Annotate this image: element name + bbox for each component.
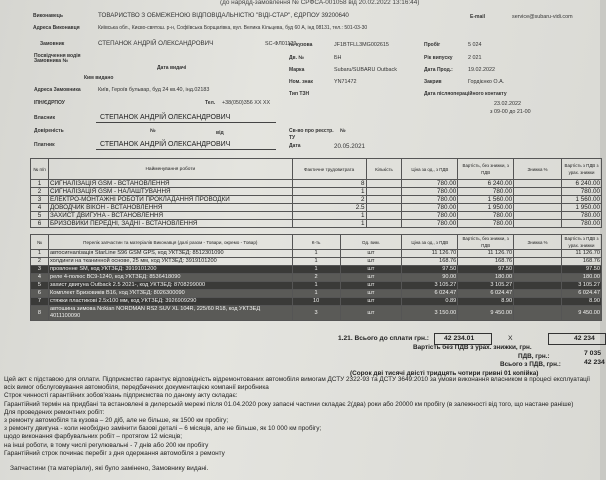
parts-cell-unit: шт	[340, 274, 402, 282]
parts-cell-qty: 10	[292, 298, 340, 306]
parts-col-total: Вартість з ПДВ з урах. знижки	[561, 235, 601, 250]
works-cell-unit	[366, 212, 402, 220]
works-col-unit: Кількість	[366, 159, 402, 180]
warranty-line: з ремонту двигуна - коли необхідно замінити базові деталі – 6 місяців, але не більше, як 10 000 км пробігу;	[4, 425, 322, 433]
email-label: E-mail	[470, 14, 486, 20]
parts-cell-price: 97.50	[402, 266, 458, 274]
works-cell-sum: 1 560.00	[458, 196, 514, 204]
license-label: Посвідчення водія Замовника №	[34, 53, 81, 64]
executor-label: Виконавець	[33, 13, 63, 19]
closed-by-label: Закрив	[424, 79, 442, 85]
parts-cell-total: 168.76	[561, 258, 601, 266]
works-cell-total: 780.00	[562, 212, 602, 220]
parts-row	[31, 282, 602, 290]
vin-label: № кузова	[289, 42, 313, 48]
reg-cert-label: Св-во про реєстр.	[289, 128, 334, 134]
grand-total-value: 42 234	[574, 335, 595, 342]
customer-address: Київ, Героїв бульвар, буд 24 кв.40, інд.02183	[98, 87, 210, 93]
parts-row	[31, 266, 602, 274]
works-row	[31, 180, 602, 188]
parts-cell-no: 3	[31, 266, 49, 274]
vat-value: 7 035	[584, 350, 602, 357]
works-cell-total: 780.00	[562, 220, 602, 228]
works-cell-qty: 2	[292, 196, 366, 204]
parts-cell-price: 90.00	[402, 274, 458, 282]
works-cell-discount	[514, 196, 562, 204]
works-cell-unit	[366, 180, 402, 188]
vehicle-type-label: Тип ТЗН	[289, 91, 310, 97]
sale-date-label: Дата Прод.:	[424, 67, 453, 73]
works-cell-price: 780.00	[402, 204, 458, 212]
executor-address-label: Адреса Виконавця	[33, 25, 80, 31]
works-cell-total: 1 950.00	[562, 204, 602, 212]
year-label: Рік випуску	[424, 55, 453, 61]
license-date-label: Дата видачі	[157, 65, 187, 71]
sale-date-value: 19.02.2022	[468, 67, 495, 73]
works-col-hours: Фактичне трудовитрата	[292, 159, 366, 180]
parts-cell-sum: 3 105.27	[458, 282, 514, 290]
works-cell-name: СИГНАЛІЗАЦІЯ GSM - ВСТАНОВЛЕННЯ	[48, 180, 292, 188]
parts-cell-price: 11 126.70	[402, 250, 458, 258]
parts-cell-unit: шт	[340, 290, 402, 298]
works-cell-qty: 1	[292, 188, 366, 196]
executor-address: Київська обл., Києво-святош. р-н, Софіївська Борщагівка, вул. Велика Кільцева, буд 60 А, інд 08131, тел.: 501-03-30	[98, 25, 368, 31]
customer-address-label: Адреса Замовника	[34, 87, 81, 93]
warranty-text	[4, 376, 602, 458]
parts-cell-no: 2	[31, 258, 49, 266]
parts-col-price: Ціна за од., з ПДВ	[402, 235, 458, 250]
reg-cert-no: №	[340, 128, 346, 134]
top-banner: (до нарядд-замовлення № СРФСА-001058 від 20.02.2022 13:16:44)	[220, 0, 420, 6]
parts-col-discount: Знижка %	[514, 235, 562, 250]
works-cell-total: 1 560.00	[562, 196, 602, 204]
attorney-no: №	[150, 128, 156, 134]
warranty-line: щодо виконання фарбувальних робіт – протягом 12 місяців;	[4, 433, 183, 441]
attorney-label: Довіреність	[34, 128, 64, 134]
works-cell-unit	[366, 204, 402, 212]
owner-label: Власник	[34, 115, 55, 121]
works-cell-discount	[514, 212, 562, 220]
executor-name: ТОВАРИСТВО З ОБМЕЖЕНОЮ ВІДПОВІДАЛЬНІСТЮ "ВІДІ-СТАР", ЄДРПОУ 39200640	[98, 12, 349, 19]
issue-date-label: Дата	[289, 143, 301, 149]
parts-cell-qty: 2	[292, 274, 340, 282]
parts-col-name: Перелік запчастин та матеріалів Виконавця (далі разом - Товари, окремо - Товар)	[48, 235, 292, 250]
issue-date-value: 20.05.2021	[334, 143, 365, 150]
parts-cell-name: захист двигуна Outback 2.5 2021-, код УКТЗЕД: 8708299000	[48, 282, 292, 290]
works-cell-no: 2	[31, 188, 49, 196]
attorney-from: від	[216, 130, 224, 136]
sum-vat-label: Всього з ПДВ, грн.:	[500, 361, 561, 368]
warranty-line: Гарантійний термін на придбані та встановлені в дилерській мережі після 01.04.2020 року запасні частини складає 2(два) роки або 20000 км пробігу (в залежності від того, що настане раніше)	[4, 400, 574, 408]
parts-cell-name: автошина зимова Nokian NORDMAN RS2 SUV XL 104R, 225/60 R18, код УКТЗЕД 4011100090	[48, 306, 292, 321]
parts-col-no: №	[31, 235, 49, 250]
mileage-label: Пробіг	[424, 42, 441, 48]
payer-name: СТЕПАНОК АНДРІЙ ОЛЕКСАНДРОВИЧ	[100, 141, 231, 148]
warranty-line: Строк чинності гарантійних зобов'язань підприємства по даному акту складає:	[4, 392, 238, 400]
works-cell-name: СИГНАЛІЗАЦІЯ GSM - НАЛАШТУВАННЯ	[48, 188, 292, 196]
parts-cell-unit: шт	[340, 266, 402, 274]
vat-free-label: Вартість без ПДВ з урах. знижки, грн.	[413, 344, 532, 351]
parts-cell-discount	[514, 266, 562, 274]
x-mark: X	[508, 335, 513, 342]
parts-row	[31, 250, 602, 258]
parts-cell-total: 3 105.27	[561, 282, 601, 290]
parts-cell-unit: шт	[340, 250, 402, 258]
works-cell-name: ЗАХИСТ ДВИГУНА - ВСТАНОВЛЕННЯ	[48, 212, 292, 220]
parts-cell-sum: 180.00	[458, 274, 514, 282]
warranty-line: Гарантійний строк починає перебіг з дня одержання автомобіля з ремонту	[4, 449, 225, 457]
works-cell-no: 1	[31, 180, 49, 188]
parts-row	[31, 306, 602, 321]
parts-col-unit: Од. вим.	[340, 235, 402, 250]
parts-cell-no: 8	[31, 306, 49, 321]
works-cell-discount	[514, 180, 562, 188]
vin-value: JF1BTFLL3MG002615	[334, 42, 389, 48]
parts-cell-unit: шт	[340, 306, 402, 321]
ipn-label: ІПН/ЄДРПОУ	[34, 100, 65, 106]
parts-row	[31, 298, 602, 306]
warranty-line: на інші роботи, в тому числі регулювальні - 7 днів або 200 км пробігу	[4, 441, 209, 449]
works-row	[31, 220, 602, 228]
works-cell-sum: 780.00	[458, 220, 514, 228]
works-cell-name: ДОВОДЧИК ВІКОН - ВСТАНОВЛЕННЯ	[48, 204, 292, 212]
works-row	[31, 188, 602, 196]
warranty-line: з ремонту автомобіля та кузова – 20 діб, але не більше, як 1500 км пробігу;	[4, 416, 229, 424]
total-label: 1.21. Всього до сплати грн.:	[338, 335, 429, 342]
parts-cell-qty: 1	[292, 282, 340, 290]
works-cell-price: 780.00	[402, 188, 458, 196]
warranty-line: всіх вимог обслуговування автомобіля, передбачених документацією компанії виробника	[4, 384, 269, 392]
parts-row	[31, 290, 602, 298]
parts-table	[30, 234, 602, 321]
works-cell-price: 780.00	[402, 196, 458, 204]
works-col-discount: Знижка %	[514, 159, 562, 180]
works-cell-name: ЕЛЕКТРО-МОНТАЖНІ РОБОТИ ПРОКЛАДАННЯ ПРОВОДКИ	[48, 196, 292, 204]
works-cell-unit	[366, 188, 402, 196]
owner-name: СТЕПАНОК АНДРІЙ ОЛЕКСАНДРОВИЧ	[100, 114, 231, 121]
parts-cell-no: 5	[31, 282, 49, 290]
parts-cell-discount	[514, 282, 562, 290]
customer-name: СТЕПАНОК АНДРІЙ ОЛЕКСАНДРОВИЧ	[98, 40, 214, 47]
parts-cell-total: 8.90	[561, 298, 601, 306]
plate-value: YN71472	[334, 79, 357, 85]
parts-col-sum: Вартість, без знижки, з ПДВ	[458, 235, 514, 250]
works-cell-qty: 1	[292, 220, 366, 228]
customer-card: SC-ФЛ01129	[265, 41, 297, 47]
parts-cell-discount	[514, 298, 562, 306]
parts-cell-name: стяжки пластикові 2.5х100 мм, код УКТЗЕД: 3926909290	[48, 298, 292, 306]
parts-cell-name: холдинги на тканинной основе, 25 мм, код УКТЗЕД: 3919101200	[48, 258, 292, 266]
payer-underline	[96, 149, 276, 150]
works-col-price: Ціна за од., з ПДВ	[402, 159, 458, 180]
works-cell-unit	[366, 220, 402, 228]
works-cell-qty: 1	[292, 212, 366, 220]
parts-cell-name: провлонне SM, код УКТЗЕД: 3919101200	[48, 266, 292, 274]
parts-cell-unit: шт	[340, 258, 402, 266]
parts-cell-sum: 9 450.00	[458, 306, 514, 321]
works-cell-no: 6	[31, 220, 49, 228]
make-label: Марка	[289, 67, 305, 73]
engine-value: БН	[334, 55, 342, 61]
contact-time-value: з 09-00 до 21-00	[490, 109, 531, 115]
works-cell-price: 780.00	[402, 212, 458, 220]
parts-col-qty: К-ть	[292, 235, 340, 250]
parts-cell-total: 11 126.70	[561, 250, 601, 258]
reg-cert-series: ТУ	[289, 135, 296, 141]
owner-underline	[96, 122, 276, 123]
parts-cell-unit: шт	[340, 282, 402, 290]
executor-email: service@subaru-vidi.com	[512, 14, 573, 20]
mileage-value: 5 024	[468, 42, 482, 48]
vat-label: ПДВ, грн.:	[518, 353, 550, 360]
parts-cell-discount	[514, 290, 562, 298]
parts-cell-qty: 1	[292, 250, 340, 258]
works-row	[31, 196, 602, 204]
works-cell-no: 4	[31, 204, 49, 212]
works-cell-no: 5	[31, 212, 49, 220]
footer-note: Запчастини (та матеріали), які було замінено, Замовнику видані.	[10, 465, 209, 472]
warranty-line: Цей акт є підставою для оплати. Підприємство гарантує відповідність відремонтованих автомобіля вимогам ДСТУ 2322-93 та ДСТУ 3649:2010 за умови виконання власником в процесі експлуатації	[4, 376, 590, 383]
closed-by-value: Гордієнко О.А.	[468, 79, 505, 85]
parts-cell-total: 180.00	[561, 274, 601, 282]
works-cell-name: БРИЗОВИКИ ПЕРЕДНІ, ЗАДНІ - ВСТАНОВЛЕННЯ	[48, 220, 292, 228]
works-cell-price: 780.00	[402, 220, 458, 228]
works-cell-discount	[514, 220, 562, 228]
works-cell-qty: 8	[292, 180, 366, 188]
parts-cell-price: 6 024.47	[402, 290, 458, 298]
phone-label: Тел.	[205, 100, 216, 106]
parts-cell-qty: 1	[292, 266, 340, 274]
works-cell-price: 780.00	[402, 180, 458, 188]
parts-cell-qty: 1	[292, 258, 340, 266]
parts-cell-price: 0.89	[402, 298, 458, 306]
parts-cell-sum: 97.50	[458, 266, 514, 274]
works-cell-sum: 780.00	[458, 188, 514, 196]
works-cell-discount	[514, 204, 562, 212]
issued-by-label: Ким видано	[84, 75, 114, 81]
contact-date-value: 23.02.2022	[494, 101, 521, 107]
parts-cell-name: Комплект Бризовиків B16, код УКТЗЕД: 8026300090	[48, 290, 292, 298]
works-cell-sum: 6 240.00	[458, 180, 514, 188]
parts-cell-name: реле 4-полюс ВС9-1240, код УКТЗЕД: 8536418090	[48, 274, 292, 282]
parts-cell-sum: 6 024.47	[458, 290, 514, 298]
works-cell-discount	[514, 188, 562, 196]
plate-label: Ном. знак	[289, 79, 313, 85]
parts-cell-discount	[514, 250, 562, 258]
works-cell-sum: 780.00	[458, 212, 514, 220]
parts-cell-discount	[514, 258, 562, 266]
works-cell-total: 6 240.00	[562, 180, 602, 188]
parts-cell-no: 4	[31, 274, 49, 282]
works-col-name: Найменування роботи	[48, 159, 292, 180]
payer-label: Платник	[34, 142, 55, 148]
parts-cell-total: 97.50	[561, 266, 601, 274]
works-cell-no: 3	[31, 196, 49, 204]
works-cell-qty: 2.5	[292, 204, 366, 212]
customer-label: Замовник	[40, 41, 65, 47]
sum-vat-value: 42 234	[584, 359, 605, 366]
parts-cell-name: автосигналізація StarLine S96 GSM GPS, код УКТЗЕД: 8512301090	[48, 250, 292, 258]
parts-cell-price: 3 105.27	[402, 282, 458, 290]
parts-cell-sum: 8.90	[458, 298, 514, 306]
parts-cell-discount	[514, 306, 562, 321]
parts-cell-qty: 1	[292, 290, 340, 298]
customer-phone: +38(050)356 XX XX	[222, 100, 271, 106]
parts-cell-total: 6 024.47	[561, 290, 601, 298]
parts-cell-no: 6	[31, 290, 49, 298]
parts-cell-unit: шт	[340, 298, 402, 306]
parts-cell-price: 3 150.00	[402, 306, 458, 321]
parts-cell-total: 9 450.00	[561, 306, 601, 321]
parts-cell-qty: 3	[292, 306, 340, 321]
parts-cell-no: 7	[31, 298, 49, 306]
total-in-words: (Сорок дві тисячі двісті тридцять чотири гривні 01 копійка)	[350, 370, 539, 377]
contact-date-label: Дата післяопераційного контакту	[424, 91, 507, 97]
parts-cell-price: 168.76	[402, 258, 458, 266]
works-col-no: № п/п	[31, 159, 49, 180]
year-value: 2 021	[468, 55, 482, 61]
make-value: Subaru/SUBARU Outback	[334, 67, 397, 73]
works-row	[31, 204, 602, 212]
works-cell-total: 780.00	[562, 188, 602, 196]
works-cell-sum: 1 950.00	[458, 204, 514, 212]
total-value: 42 234.01	[444, 335, 475, 342]
works-col-total: Вартість з ПДВ з урах. знижки	[562, 159, 602, 180]
works-cell-unit	[366, 196, 402, 204]
warranty-line: Для проведених ремонтних робіт:	[4, 408, 105, 416]
parts-cell-no: 1	[31, 250, 49, 258]
parts-cell-discount	[514, 274, 562, 282]
works-col-sum: Вартість, без знижки, з ПДВ	[458, 159, 514, 180]
parts-row	[31, 274, 602, 282]
works-table	[30, 158, 602, 228]
works-row	[31, 212, 602, 220]
parts-row	[31, 258, 602, 266]
parts-cell-sum: 11 126.70	[458, 250, 514, 258]
parts-cell-sum: 168.76	[458, 258, 514, 266]
engine-label: Дв. №	[289, 55, 304, 61]
